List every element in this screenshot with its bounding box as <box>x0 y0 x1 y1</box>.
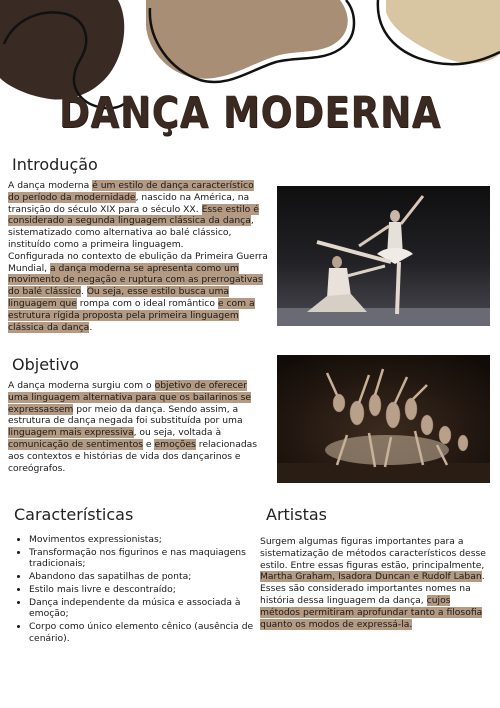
list-item: • Transformação nos figurinos e nas maquiagens tradicionais; <box>29 547 261 570</box>
text-span: rompa com o ideal romântico <box>76 297 218 309</box>
beige-blob <box>386 0 500 63</box>
objective-text <box>8 380 264 474</box>
text-span: , ou seja, voltada à <box>133 427 222 439</box>
highlighted-text: objetivo de oferecer uma linguagem alternativa para que os bailarinos se expressassem <box>8 380 252 415</box>
text-span: A dança moderna surgiu com o <box>8 380 155 391</box>
highlighted-text: comunicação de sentimentos <box>8 438 143 450</box>
characteristics-heading: Características <box>14 505 134 524</box>
page-title: DANÇA MODERNA <box>58 88 442 138</box>
text-span: Surgem algumas figuras importantes para a sistematização de métodos característicos desse estilo. Entre essas figuras estão, principalmente, <box>260 536 486 571</box>
dance-group-photo <box>277 355 490 483</box>
text-span: , nascido na América, na transição do século XIX para o século XX. <box>8 191 250 215</box>
text-span: . Esses são considerado importantes nomes na história dessa linguagem da dança, <box>260 571 485 606</box>
text-span: Configurada no contexto de ebulição da Primeira Guerra Mundial, <box>8 250 268 274</box>
intro-heading: Introdução <box>12 155 98 174</box>
highlighted-text: e com a estrutura rígida proposta pela primeira linguagem clássica da dança <box>8 297 255 333</box>
highlighted-text: cujos métodos permitiram aprofundar tanto a filosofia quanto os modos de expressá-la. <box>260 594 483 630</box>
artists-heading: Artistas <box>266 505 327 524</box>
objective-heading: Objetivo <box>12 355 80 374</box>
text-span: , sistematizado como alternativa ao balé clássico, instituído como a primeira linguagem. <box>8 215 254 250</box>
highlighted-text: Ou seja, esse estilo busca uma linguagem que <box>8 286 230 309</box>
text-span: A dança moderna <box>8 180 93 191</box>
text-span: . <box>89 321 93 333</box>
highlighted-text: é um estilo de dança característico do período da modernidade <box>8 180 254 203</box>
text-span: por meio da dança. Sendo assim, a estrutura de dança negada foi substituída por uma <box>8 403 243 427</box>
highlighted-text: emoções <box>154 438 196 450</box>
highlighted-text: linguagem mais expressiva <box>8 427 134 439</box>
list-item: • Corpo como único elemento cênico (ausência de cenário). <box>29 621 261 644</box>
highlighted-text: a dança moderna se apresenta como um movimento de negação e ruptura com as prerrogativas do balé clássico <box>8 262 263 298</box>
intro-text <box>8 180 268 333</box>
text-span: e <box>142 438 155 450</box>
list-item: • Estilo mais livre e descontraído; <box>29 584 261 596</box>
highlighted-text: Esse estilo é considerado a segunda linguagem clássica da dança <box>8 203 259 227</box>
characteristics-list <box>14 534 261 645</box>
list-item: • Movimentos expressionistas; <box>29 534 261 546</box>
text-span: . <box>80 286 87 298</box>
highlighted-text: Martha Graham, Isadora Duncan e Rudolf Laban <box>260 571 482 583</box>
list-item: • Dança independente da música e associada à emoção; <box>29 597 261 620</box>
list-item: • Abandono das sapatilhas de ponta; <box>29 571 261 583</box>
ballet-duo-photo <box>277 186 490 326</box>
text-span: relacionadas aos contextos e histórias de vida dos dançarinos e coreógrafos. <box>8 438 258 474</box>
artists-text <box>260 536 490 630</box>
dark-brown-blob <box>0 0 124 100</box>
